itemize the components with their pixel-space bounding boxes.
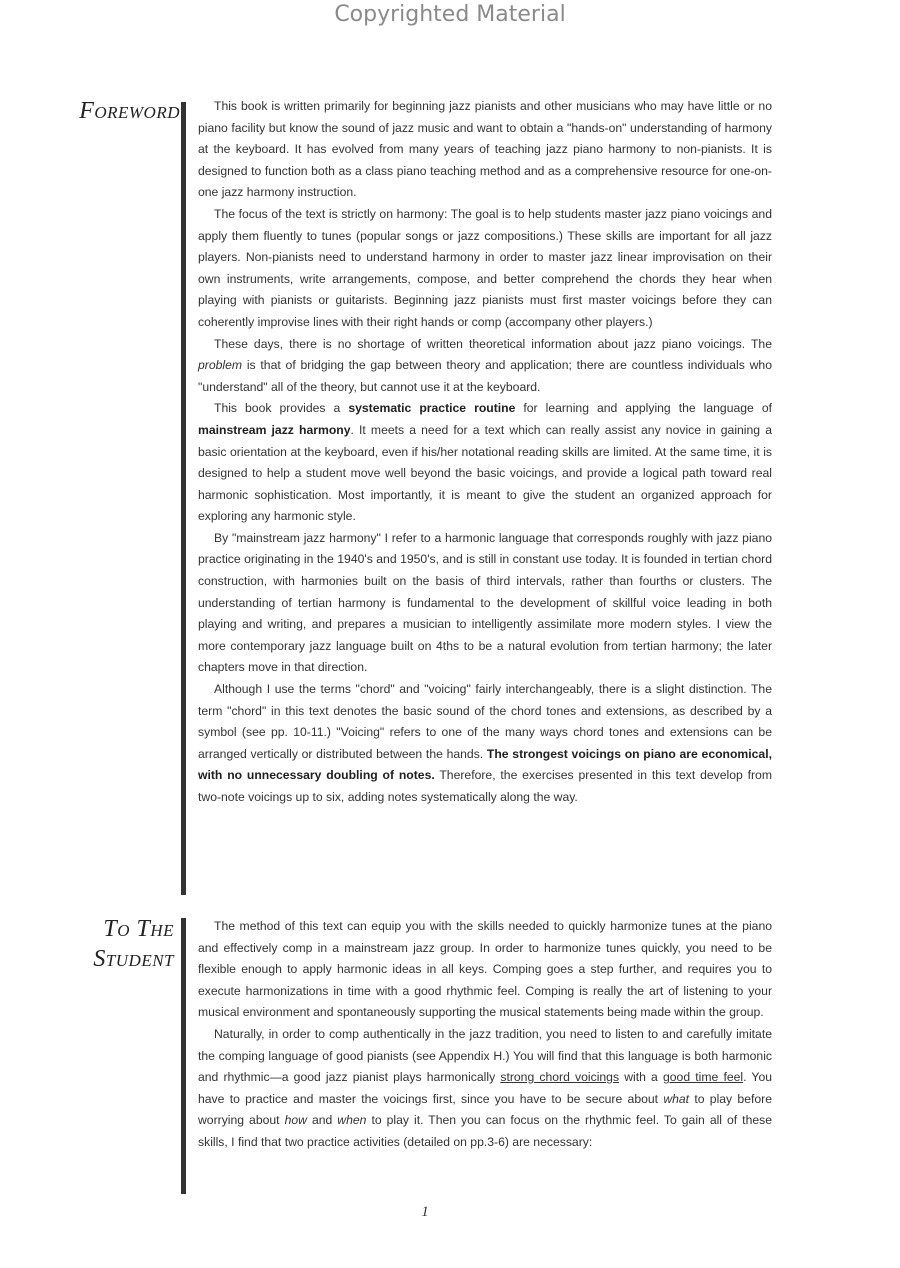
student-heading-line2: Student [93, 946, 174, 972]
foreword-heading [60, 96, 180, 126]
bold-mainstream-harmony: mainstream jazz harmony [198, 422, 351, 437]
student-rule [181, 918, 186, 1194]
foreword-rule [181, 102, 186, 895]
foreword-paragraph: Although I use the terms "chord" and "voicing" fairly interchangeably, there is a slight distinction. The term "chord" in this text denotes the basic sound of the chord tones and extensions, as described by a symbol (see pp. 10-11.) "Voicing" refers to one of the many ways chord tones and extensions can be arranged vertically or distributed between the hands. The strongest voicings on piano are economical, with no unnecessary doubling of notes. Therefore, the exercises presented in this text develop from two-note voicings up to six, adding notes systematically along the way. [198, 682, 772, 804]
bold-strongest-voicings: The strongest voicings on piano are economical, with no unnecessary doubling of notes. [198, 746, 772, 783]
foreword-paragraph: By "mainstream jazz harmony" I refer to a harmonic language that corresponds roughly with jazz piano practice originating in the 1940's and 1950's, and is still in constant use today. It is founded in tertian chord construction, with harmonies built on the basis of third intervals, rather than fourths or clusters. The understanding of tertian harmony is fundamental to the development of skillful voice leading in both playing and writing, and prepares a musician to intelligently assimilate more modern styles. I view the more contemporary jazz language built on 4ths to be a natural evolution from tertian harmony; the later chapters move in that direction. [198, 530, 772, 675]
foreword-heading-text: Foreword [79, 98, 180, 124]
emphasis-what: what [663, 1091, 690, 1106]
foreword-paragraph: This book is written primarily for beginning jazz pianists and other musicians who may have little or no piano facility but know the sound of jazz music and want to obtain a "hands-on" understanding of harmony at the keyboard. It has evolved from many years of teaching jazz piano harmony to non-pianists. It is designed to function both as a class piano teaching method and as a comprehensive resource for one-on-one jazz harmony instruction. [198, 99, 772, 200]
emphasis-how: how [284, 1113, 307, 1128]
student-paragraph: The method of this text can equip you with the skills needed to quickly harmonize tunes at the piano and effectively comp in a mainstream jazz group. In order to harmonize tunes quickly, you need to be flexible enough to apply harmonic ideas in all keys. Comping goes a step further, and requires you to execute harmonizations in time with a good rhythmic feel. Comping is really the art of listening to your musical environment and spontaneously supporting the musical statements being made within the group. [198, 919, 772, 1020]
foreword-paragraph: This book provides a systematic practice routine for learning and applying the language of mainstream jazz harmony. It meets a need for a text which can really assist any novice in gaining a basic orientation at the keyboard, even if his/her notational reading skills are limited. At the same time, it is designed to help a student move well beyond the basic voicings, and provide a logical path toward real harmonic sophistication. Most importantly, it is meant to give the student an organized approach for exploring any harmonic style. [198, 401, 772, 524]
student-heading-line1: To The [103, 916, 174, 942]
student-paragraph: Naturally, in order to comp authentically in the jazz tradition, you need to listen to and carefully imitate the comping language of good pianists (see Appendix H.) You will find that this language is both harmonic and rhythmic—a good jazz pianist plays harmonically strong chord voicings with a good time feel. You have to practice and master the voicings first, since you have to be secure about what to play before worrying about how and when to play it. Then you can focus on the rhythmic feel. To gain all of these skills, I find that two practice activities (detailed on pp.3-6) are necessary: [198, 1026, 773, 1149]
copyright-watermark: Copyrighted Material [334, 2, 566, 27]
underline-good-time-feel: good time feel [663, 1070, 744, 1085]
foreword-paragraph: These days, there is no shortage of written theoretical information about jazz piano voicings. The problem is that of bridging the gap between theory and application; there are countless individuals who "understand" all of the theory, but cannot use it at the keyboard. [198, 336, 772, 394]
emphasis-problem: problem [198, 358, 243, 373]
student-body [198, 916, 772, 1154]
bold-practice-routine: systematic practice routine [348, 401, 516, 416]
underline-strong-voicings: strong chord voicings [500, 1070, 620, 1085]
emphasis-when: when [337, 1113, 367, 1128]
page-number: 1 [421, 1204, 429, 1220]
to-the-student-heading [60, 914, 174, 974]
foreword-paragraph: The focus of the text is strictly on harmony: The goal is to help students master jazz piano voicings and apply them fluently to tunes (popular songs or jazz compositions.) These skills are important for all jazz players. Non-pianists need to understand harmony in order to master jazz linear improvisation on their own instruments, write arrangements, compose, and better comprehend the chords they hear when playing with pianists or guitarists. Beginning jazz pianists must first master voicings before they can coherently improvise lines with their right hands or comp (accompany other players.) [198, 206, 772, 329]
foreword-body [198, 96, 772, 809]
